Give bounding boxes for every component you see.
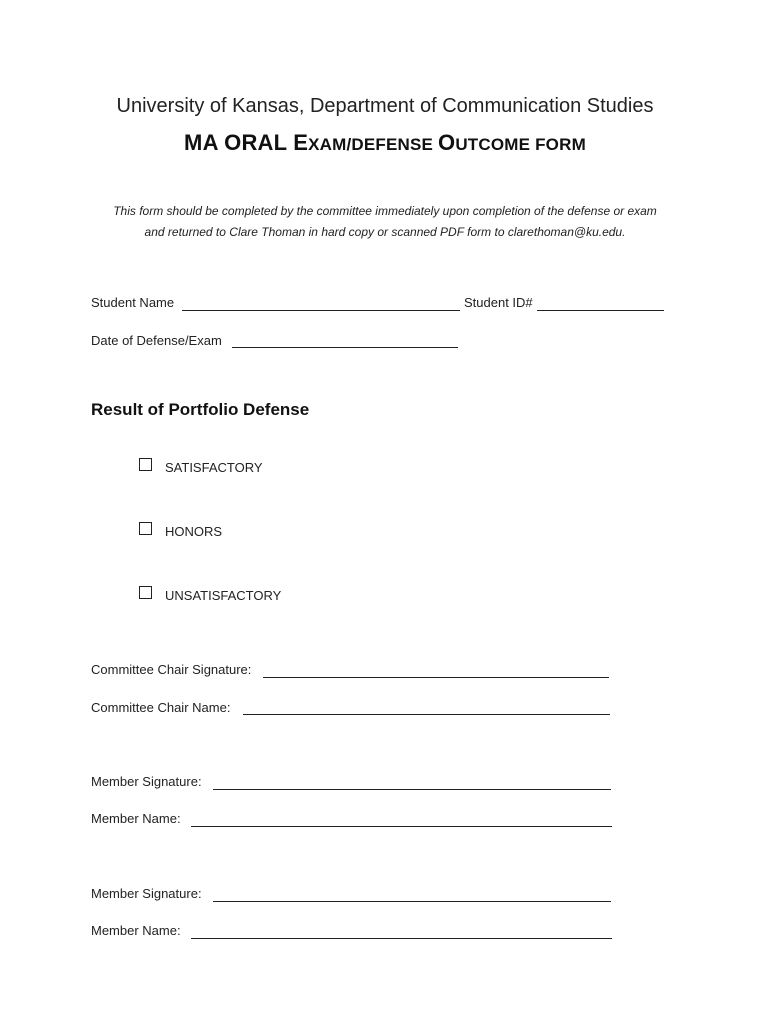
form-title: MA ORAL EXAM/DEFENSE OUTCOME FORM bbox=[184, 130, 586, 155]
member-1-signature-field[interactable] bbox=[213, 789, 611, 790]
member-2-signature-field[interactable] bbox=[213, 901, 611, 902]
member-2-signature-label: Member Signature: bbox=[91, 886, 202, 901]
chair-name-label: Committee Chair Name: bbox=[91, 700, 231, 715]
student-id-field[interactable] bbox=[537, 310, 664, 311]
chair-name-field[interactable] bbox=[243, 714, 610, 715]
satisfactory-label: SATISFACTORY bbox=[165, 460, 263, 475]
date-of-defense-field[interactable] bbox=[232, 347, 458, 348]
member-2-name-field[interactable] bbox=[191, 938, 612, 939]
university-department-heading: University of Kansas, Department of Communication Studies bbox=[116, 95, 654, 117]
member-1-name-field[interactable] bbox=[191, 826, 612, 827]
student-id-label: Student ID# bbox=[464, 295, 533, 310]
instructions-line-1: This form should be completed by the committee immediately upon completion of the defense or exam bbox=[113, 204, 657, 218]
student-name-label: Student Name bbox=[91, 295, 175, 310]
satisfactory-checkbox[interactable] bbox=[139, 458, 152, 471]
member-1-name-label: Member Name: bbox=[91, 811, 181, 826]
honors-label: HONORS bbox=[165, 524, 223, 539]
instructions-line-2: and returned to Clare Thoman in hard copy or scanned PDF form to clarethoman@ku.edu. bbox=[144, 225, 626, 239]
chair-signature-field[interactable] bbox=[263, 677, 609, 678]
member-2-name-label: Member Name: bbox=[91, 923, 181, 938]
unsatisfactory-label: UNSATISFACTORY bbox=[165, 588, 282, 603]
unsatisfactory-checkbox[interactable] bbox=[139, 586, 152, 599]
member-1-signature-label: Member Signature: bbox=[91, 774, 202, 789]
result-section-heading: Result of Portfolio Defense bbox=[91, 400, 310, 419]
student-name-field[interactable] bbox=[182, 310, 460, 311]
form-instructions bbox=[0, 201, 770, 243]
date-of-defense-label: Date of Defense/Exam bbox=[91, 333, 222, 348]
honors-checkbox[interactable] bbox=[139, 522, 152, 535]
chair-signature-label: Committee Chair Signature: bbox=[91, 662, 252, 677]
